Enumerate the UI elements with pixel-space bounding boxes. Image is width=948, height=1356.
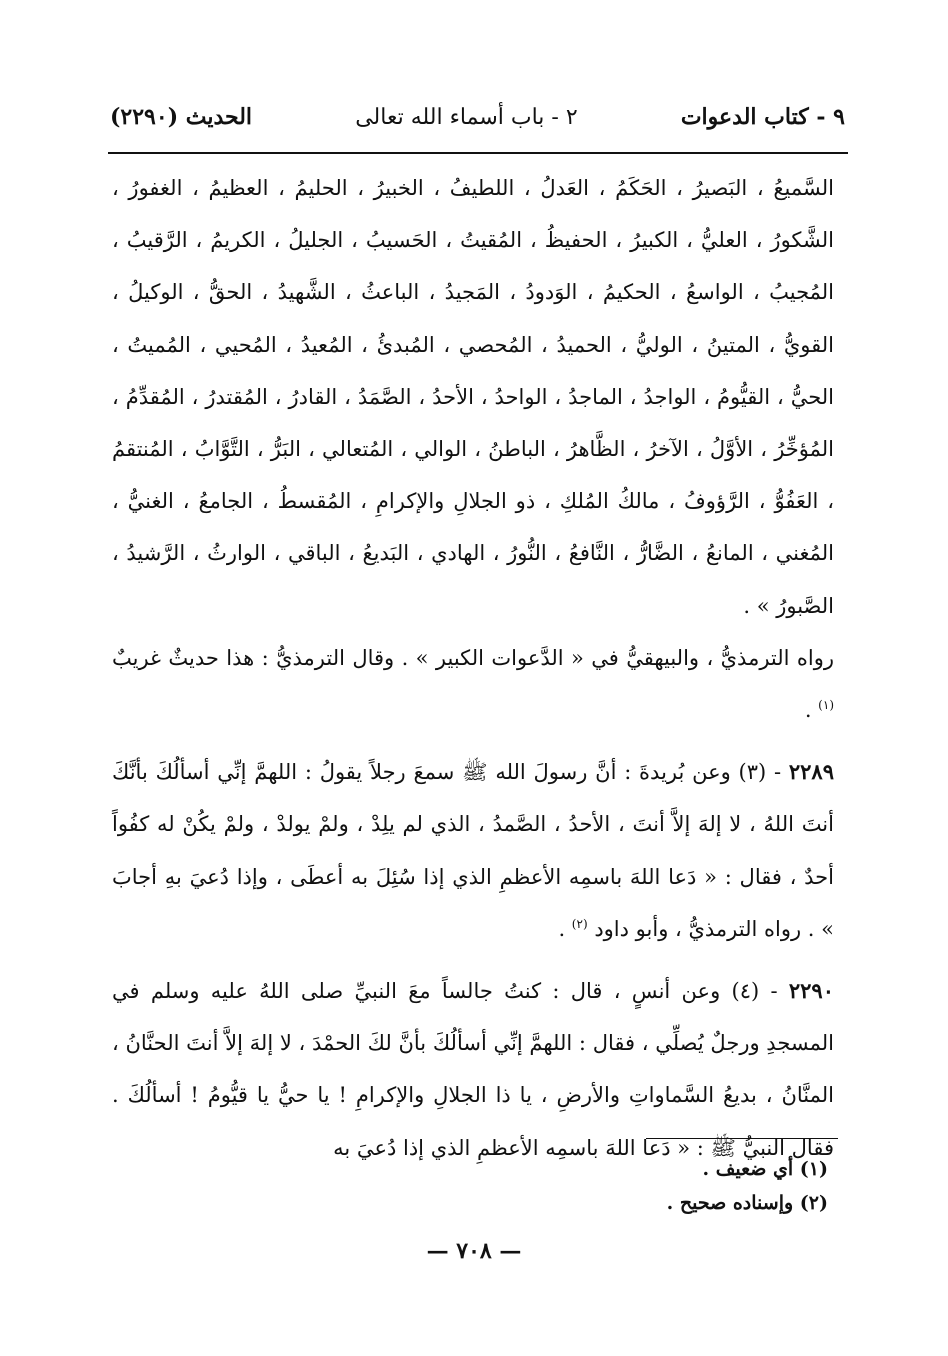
footnote-ref-1[interactable]: (١) (818, 698, 834, 713)
chapter-title: ٢ - باب أسماء الله تعالى (355, 104, 578, 130)
book-title: ٩ - كتاب الدعوات (680, 104, 845, 130)
page-number: — ٧٠٨ — (426, 1238, 522, 1264)
names-paragraph (112, 162, 834, 632)
source-text: رواه الترمذيُّ ، والبيهقيُّ في « الدَّعوات الكبير » . وقال الترمذيُّ : هذا حديثٌ غريبٌ (112, 645, 834, 670)
footnote-divider (646, 1138, 838, 1139)
hadith-text-2289: - (٣) وعن بُريدةَ : أنَّ رسولَ الله ﷺ سمعَ رجلاً يقولُ : اللهمَّ إنِّي أسألُكَ بأنَّكَ أنتَ اللهُ ، لا إلهَ إلاَّ أنتَ ، الأحدُ ، الصَّمدُ ، الذي لم يلِدْ ، ولمْ يولدْ ، ولمْ يكُنْ له كفُواً أحدٌ ، فقال : « دَعا اللهَ باسمِه الأعظمِ الذي إذا سُئِلَ به أعطَى ، وإذا دُعيَ بهِ أجابَ » . رواه الترمذيُّ ، وأبو داود (112, 760, 834, 941)
hadith-number-2289: ٢٢٨٩ (788, 759, 834, 785)
running-header (110, 92, 845, 142)
main-text (112, 162, 834, 1174)
hadith-number-2290: ٢٢٩٠ (788, 978, 834, 1004)
footnote-1: (١) أي ضعيف . (702, 1158, 828, 1180)
names-list: السَّميعُ ، البَصيرُ ، الحَكَمُ ، العَدلُ ، اللطيفُ ، الخبيرُ ، الحليمُ ، العظيمُ ، الغفورُ ، الشَّكورُ ، العليُّ ، الكبيرُ ، الحفيظُ ، المُقيتُ ، الحَسيبُ ، الجليلُ ، الكريمُ ، الرَّقيبُ ، المُجيبُ ، الواسعُ ، الحكيمُ ، الوَدودُ ، المَجيدُ ، الباعثُ ، الشَّهيدُ ، الحقُّ ، الوكيلُ ، القويُّ ، المتينُ ، الوليُّ ، الحميدُ ، المُحصي ، المُبدئُ ، المُعيدُ ، المُحيي ، المُميتُ ، الحيُّ ، القيُّومُ ، الواجدُ ، الماجدُ ، الواحدُ ، الأحدُ ، الصَّمَدُ ، القادرُ ، المُقتدرُ ، المُقدِّمُ ، المُؤخِّرُ ، الأوَّلُ ، الآخرُ ، الظَّاهرُ ، الباطنُ ، الوالي ، المُتعالي ، البَرُّ ، التَّوَّابُ ، المُنتقمُ ، العَفُوُّ ، الرَّؤوفُ ، مالكُ المُلكِ ، ذو الجلالِ والإكرامِ ، المُقسطُ ، الجامعُ ، الغنيُّ ، المُغني ، المانعُ ، الضَّارُّ ، النَّافعُ ، النُّورُ ، الهادي ، البَديعُ ، الباقي ، الوارثُ ، الرَّشيدُ ، الصَّبورُ » . (112, 176, 834, 618)
hadith-end-2289: . (558, 916, 572, 941)
hadith-text-2290: - (٤) وعن أنسٍ ، قال : كنتُ جالساً معَ النبيِّ صلى اللهُ عليه وسلم في المسجدِ ورجلٌ يُصلِّي ، فقال : اللهمَّ إنِّي أسألُكَ بأنَّ لكَ الحمْدَ ، لا إلهَ إلاَّ أنتَ الحنَّانُ ، المنَّانُ ، بديعُ السَّماواتِ والأرضِ ، يا ذا الجلالِ والإكرامِ ! يا حيُّ يا قيُّومُ ! أسألُكَ . فقال النبيُّ ﷺ : « دَعا اللهَ باسمِه الأعظمِ الذي إذا دُعيَ به (112, 979, 834, 1160)
hadith-2289 (112, 746, 834, 955)
hadith-reference: الحديث (٢٢٩٠) (110, 104, 253, 130)
footnote-2: (٢) وإسناده صحيح . (666, 1192, 828, 1214)
source-paragraph (112, 632, 834, 736)
footnotes (400, 1152, 828, 1220)
hadith-2290 (112, 965, 834, 1174)
source-end: . (804, 698, 819, 723)
header-divider (108, 152, 848, 154)
footnote-ref-2[interactable]: (٢) (571, 916, 588, 931)
